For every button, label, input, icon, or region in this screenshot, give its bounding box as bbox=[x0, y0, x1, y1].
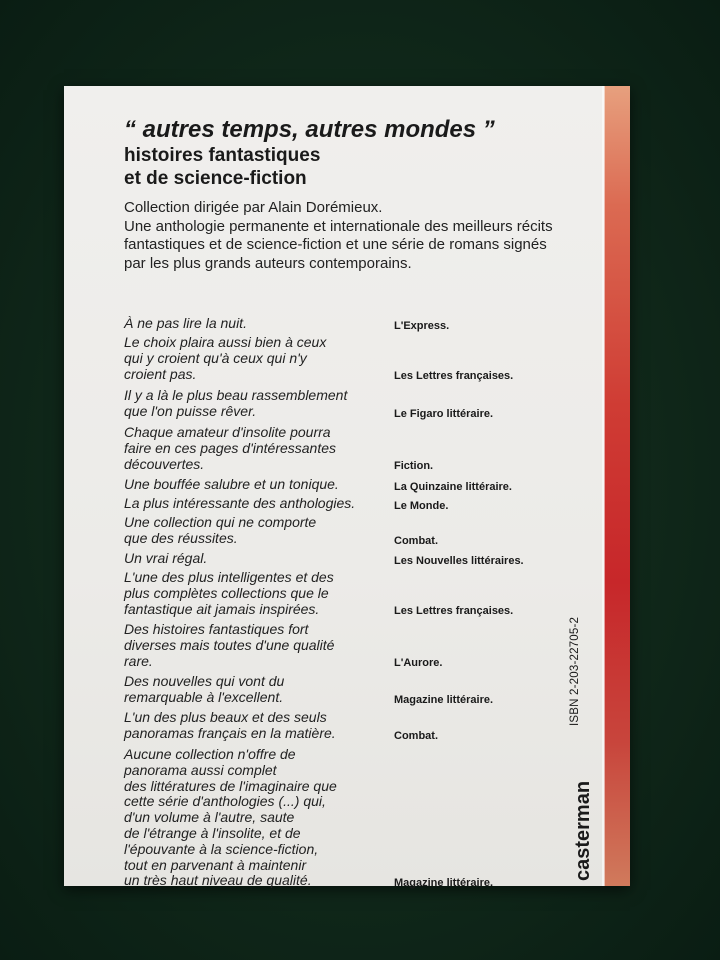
isbn-number: ISBN 2-203-22705-2 bbox=[569, 616, 581, 726]
quote-source: La Quinzaine littéraire. bbox=[394, 480, 512, 493]
quote-source: Les Nouvelles littéraires. bbox=[394, 554, 524, 567]
book-spine-edge bbox=[604, 86, 630, 886]
quote-text: La plus intéressante des anthologies. bbox=[124, 495, 356, 511]
quote-text: À ne pas lire la nuit. bbox=[124, 315, 247, 331]
collection-description bbox=[124, 199, 554, 273]
press-quote bbox=[124, 335, 564, 382]
collection-editor: Collection dirigée par Alain Dorémieux. bbox=[124, 199, 383, 216]
quote-source: Le Monde. bbox=[394, 499, 449, 512]
press-quote bbox=[124, 747, 564, 889]
series-title: “ autres temps, autres mondes ” bbox=[124, 116, 495, 143]
press-quote bbox=[124, 388, 564, 420]
quote-source: Les Lettres françaises. bbox=[394, 605, 514, 618]
quote-source: L'Express. bbox=[394, 319, 450, 332]
press-quote bbox=[124, 570, 564, 617]
quote-text: L'un des plus beaux et des seuls panoramas français en la matière. bbox=[124, 709, 336, 741]
quote-source: Fiction. bbox=[394, 460, 434, 473]
cover-heading bbox=[124, 116, 495, 190]
press-quote bbox=[124, 710, 564, 742]
quote-source: L'Aurore. bbox=[394, 657, 443, 670]
quote-source: Magazine littéraire. bbox=[394, 693, 494, 706]
quote-text: Une bouffée salubre et un tonique. bbox=[124, 476, 339, 492]
quote-source: Le Figaro littéraire. bbox=[394, 407, 494, 420]
quote-text: Il y a là le plus beau rassemblement que l'on puisse rêver. bbox=[124, 387, 348, 419]
collection-summary: Une anthologie permanente et internationale des meilleurs récits fantastiques et de science-fiction et une série de romans signés par les plus grands auteurs contemporains. bbox=[124, 217, 553, 272]
press-quote bbox=[124, 496, 564, 512]
quote-text: Le choix plaira aussi bien à ceux qui y croient qu'à ceux qui n'y croient pas. bbox=[124, 334, 327, 382]
book-back-cover bbox=[64, 86, 630, 890]
quote-source: Combat. bbox=[394, 729, 438, 742]
publisher-logo: casterman bbox=[572, 780, 594, 881]
press-quote bbox=[124, 622, 564, 669]
quote-source: Combat. bbox=[394, 534, 438, 547]
quote-text: Chaque amateur d'insolite pourra faire en ces pages d'intéressantes découvertes. bbox=[124, 424, 337, 472]
quote-text: Un vrai régal. bbox=[124, 550, 208, 566]
press-quote bbox=[124, 425, 564, 472]
press-quote bbox=[124, 674, 564, 706]
quote-text: Aucune collection n'offre de panorama aussi complet des littératures de l'imaginaire que cette série d'anthologies (...) qui, d'un volume à l'autre, saute de l'étrange à l'insolite, et de l'épouvante à la science-fiction, tout en parvenant à maintenir un très haut niveau de qualité. bbox=[124, 746, 337, 889]
press-quote bbox=[124, 551, 564, 567]
press-quote bbox=[124, 316, 564, 332]
quote-source: Magazine littéraire. bbox=[394, 877, 494, 890]
press-quote bbox=[124, 515, 564, 547]
press-quote bbox=[124, 477, 564, 493]
subtitle-line-1: histoires fantastiques bbox=[124, 145, 321, 166]
quote-text: Des histoires fantastiques fort diverses mais toutes d'une qualité rare. bbox=[124, 621, 335, 669]
quote-text: L'une des plus intelligentes et des plus complètes collections que le fantastique ait jamais inspirées. bbox=[124, 569, 334, 617]
quote-text: Une collection qui ne comporte que des réussites. bbox=[124, 514, 317, 546]
subtitle-line-2: et de science-fiction bbox=[124, 168, 307, 189]
quote-text: Des nouvelles qui vont du remarquable à l'excellent. bbox=[124, 673, 285, 705]
quote-source: Les Lettres françaises. bbox=[394, 370, 514, 383]
